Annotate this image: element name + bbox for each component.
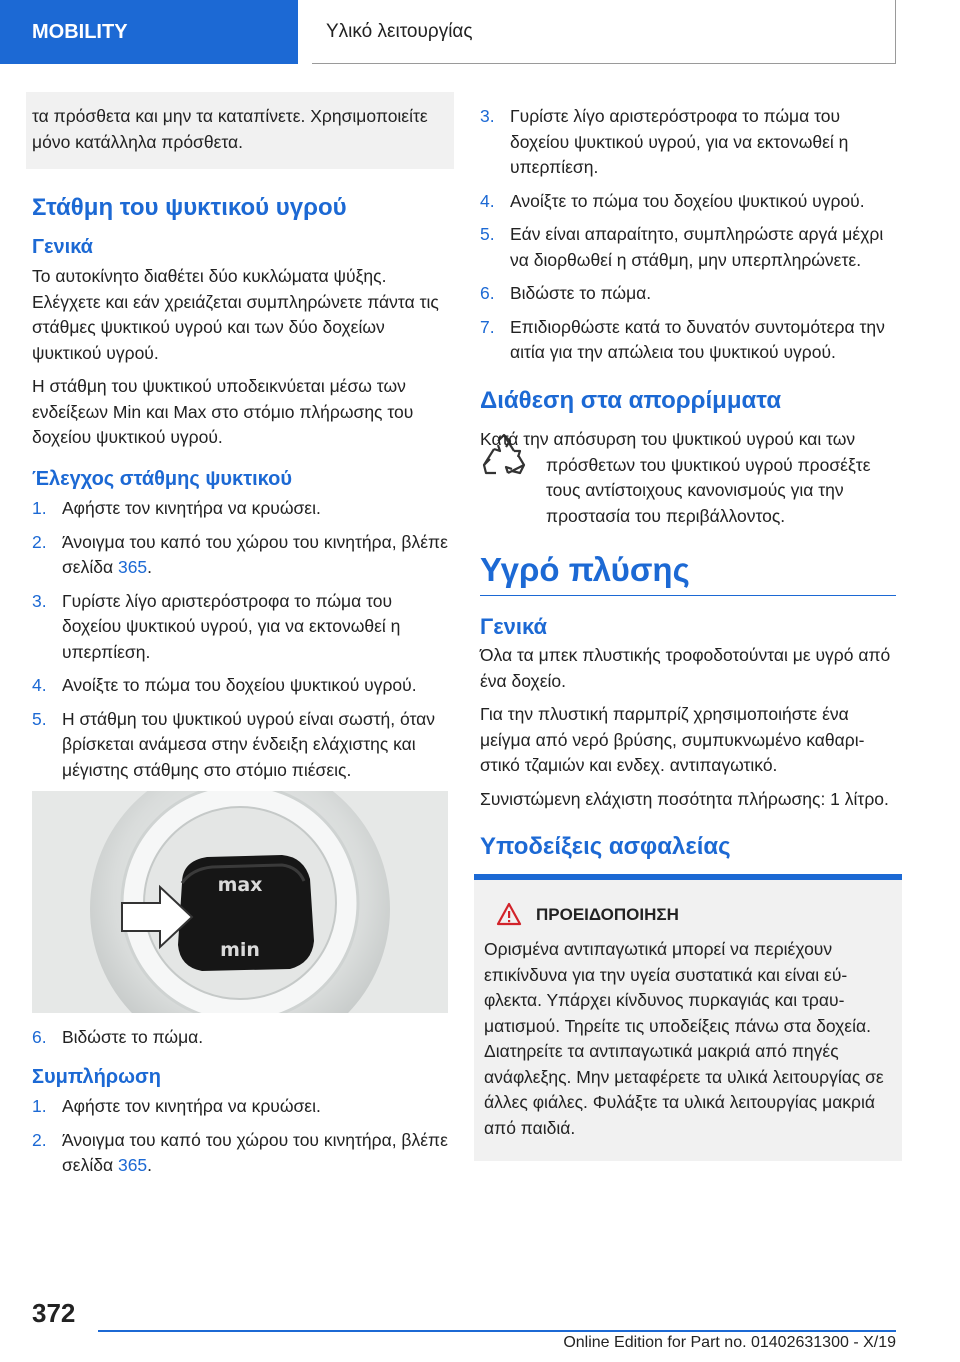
step-number: 4. [480,190,495,211]
step-text: Η στάθμη του ψυκτικού υγρού είναι σωστή, όταν βρίσκεται ανάμεσα στην ένδειξη ελάχιστης και μέγιστης στάθμης στο στόμιο πιέσεις. [62,708,436,780]
list-item [32,1025,448,1051]
warning-triangle-icon [496,902,522,926]
step-text: Επιδιορθώστε κατά το δυνατόν συντομότερα την αιτία για την απώλεια του ψυκτικού υγρού. [510,316,885,362]
chapter-title-label: Υλικό λειτουργίας [326,20,473,42]
step-text: Αφήστε τον κινητήρα να κρυώσει. [62,1096,321,1116]
step-text-end: . [147,557,153,577]
list-item [32,1128,448,1179]
step-number: 3. [480,106,495,126]
washer-paragraph-2: Για την πλυστική παρμπρίζ χρησιμοποιήστε ένα μείγμα από νερό βρύσης, συμπυκνωμένο καθαριστικό τζαμιών και ενδεχ. αντιπαγωτικό. [480,704,865,775]
fill-steps [32,1094,448,1179]
list-item [32,589,448,666]
chapter-title [312,0,896,64]
check-steps-cont [32,1025,448,1051]
coolant-heading: Στάθμη του ψυκτικού υγρού [32,194,347,221]
step-number: 6. [480,283,495,303]
right-column [480,92,896,1161]
step-text: Άνοιγμα του καπό του χώρου του κινητήρα, βλέπε σελίδα [62,531,448,577]
page-number: 372 [32,1298,76,1328]
section-tab[interactable] [0,0,298,64]
disposal-block [480,427,896,529]
intro-note-text: τα πρόσθετα και μην τα καταπίνετε. Χρησιμοποιείτε μόνο κατάλληλα πρόσθετα. [32,106,428,152]
section-tab-label: MOBILITY [32,20,128,43]
step-text-end: . [147,1155,153,1175]
check-steps [32,496,448,783]
step-text: Βιδώστε το πώμα. [62,1027,204,1047]
intro-note [26,92,454,169]
step-text: Ανοίξτε το πώμα του δοχείου ψυκτικού υγρού. [510,190,865,211]
step-number: 7. [480,316,495,337]
step-text: Βιδώστε το πώμα. [510,283,652,303]
step-text: Γυρίστε λίγο αριστερόστροφα το πώμα του δοχείου ψυκτικού υγρού, για να εκτονωθεί η υπερπίεση. [62,590,401,662]
washer-paragraph-1: Όλα τα μπεκ πλυστικής τροφοδοτούνται με υγρό από ένα δοχείο. [480,645,891,691]
list-item [480,222,896,273]
step-text: Αφήστε τον κινητήρα να κρυώσει. [62,498,321,518]
page-link-365[interactable]: 365 [117,1155,148,1175]
footer-divider [98,1330,896,1332]
list-item [480,104,896,181]
max-mark: max [217,874,263,896]
warning-label: ΠΡΟΕΙΔΟΠΟΙΗΣΗ [536,904,679,924]
step-number: 3. [32,590,47,611]
general-paragraph-2: Η στάθμη του ψυκτικού υποδεικνύεται μέσω των ενδείξεων Min και Max στο στόμιο πλήρωσης του δοχείου ψυκτικού υγρού. [32,376,414,447]
list-item [480,189,896,215]
list-item [32,496,448,522]
step-number: 6. [32,1027,47,1047]
warning-box [474,874,902,1162]
list-item [480,315,896,366]
page-link-365[interactable]: 365 [117,557,148,577]
disposal-heading: Διάθεση στα απορρίμματα [480,386,782,414]
footer-edition: Online Edition for Part no. 01402631300 - X/19 [563,1334,896,1351]
fill-steps-cont [480,104,896,366]
disposal-text: Κατά την απόσυρση του ψυκτικού υγρού και των πρόσθετων του ψυκτικού υγρού προσέξτε τους αντίστοιχους κανονισμούς για την προστασία του περιβάλλοντος. [480,429,871,526]
general-heading: Γενικά [32,235,93,258]
step-number: 2. [32,1129,47,1150]
step-number: 1. [32,498,47,518]
check-heading: Έλεγχος στάθμης ψυκτικού [32,467,293,490]
step-text: Γυρίστε λίγο αριστερόστροφα το πώμα του δοχείου ψυκτικού υγρού, για να εκτονωθεί η υπερπίεση. [510,106,849,177]
coolant-cap-photo [32,791,448,1013]
step-number: 5. [480,224,495,244]
general-paragraph-1: Το αυτοκίνητο διαθέτει δύο κυκλώματα ψύξης. Ελέγχετε και εάν χρειάζεται συμπληρώνετε πάντα τις στάθμες ψυκτικού υγρού και των δύο δοχείων ψυκτικού υγρού. [32,266,439,363]
step-text: Άνοιγμα του καπό του χώρου του κινητήρα, βλέπε σελίδα [62,1129,448,1175]
list-item [480,281,896,307]
list-item [32,530,448,581]
fill-heading: Συμπλήρωση [32,1065,161,1088]
washer-heading: Υγρό πλύσης [480,557,896,596]
list-item [32,673,448,699]
list-item [32,707,448,784]
step-number: 2. [32,531,47,552]
list-item [32,1094,448,1120]
step-number: 5. [32,708,47,729]
warning-title [496,902,892,928]
washer-paragraph-3: Συνιστώμενη ελάχιστη ποσότητα πλήρωσης: 1 λίτρο. [480,788,889,809]
step-text: Ανοίξτε το πώμα του δοχείου ψυκτικού υγρού. [62,675,417,695]
left-column [32,92,448,1187]
safety-heading: Υποδείξεις ασφαλείας [480,833,731,860]
coolant-cap-illustration [32,791,448,1013]
step-number: 1. [32,1096,47,1116]
warning-text: Ορισμένα αντιπαγωτικά μπορεί να περιέχουν επικίνδυνα για την υγεία συστατικά και είναι εύφλεκτα. Υπάρχει κίνδυνος πυρκαγιάς και τραυματισμού. Τηρείτε τις υποδείξεις πάνω στα δοχεία. Διατηρείτε τα αντιπαγωτικά μακριά από πηγές ανάφλεξης. Μην μεταφέρετε τα υλικά λειτουργίας σε άλλες φιάλες. Φυλάξτε τα υλικά λειτουργίας μακριά από παιδιά. [484,939,884,1138]
washer-general-heading: Γενικά [480,613,548,639]
step-number: 4. [32,675,47,695]
step-text: Εάν είναι απαραίτητο, συμπληρώστε αργά μέχρι να διορθωθεί η στάθμη, μην υπερπληρώνετε. [510,224,884,270]
min-mark: min [220,939,260,961]
